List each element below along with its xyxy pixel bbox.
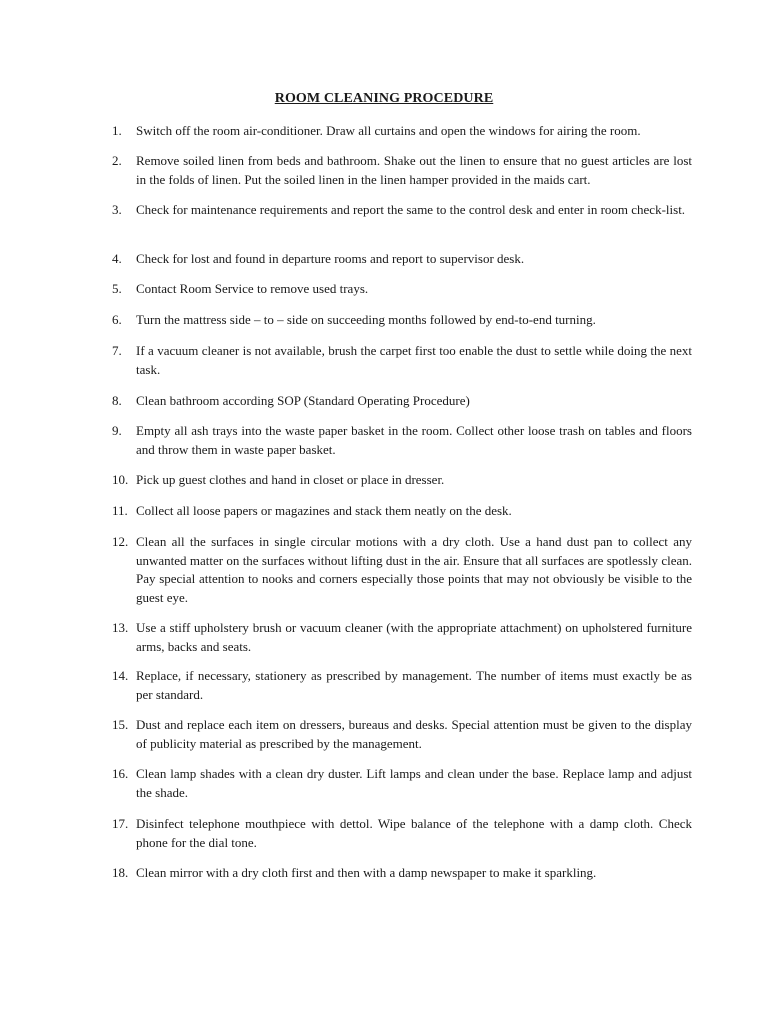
step-text: If a vacuum cleaner is not available, brush the carpet first too enable the dust to settle while doing the next task. [136, 343, 692, 377]
step-number: 11. [112, 503, 128, 518]
step-text: Remove soiled linen from beds and bathroom. Shake out the linen to ensure that no guest articles are lost in the folds of linen. Put the soiled linen in the linen hamper provided in the maids cart. [136, 153, 692, 187]
step-number: 13. [112, 620, 129, 635]
step-text: Check for lost and found in departure rooms and report to supervisor desk. [136, 251, 525, 266]
step-text: Clean all the surfaces in single circular motions with a dry cloth. Use a hand dust pan to collect any unwanted matter on the surfaces without lifting dust in the air. Ensure that all surfaces are spotlessly clean. Pay special attention to nooks and corners especially those points that may not obviously be visible to the guest eye. [136, 534, 692, 605]
step-number: 18. [112, 865, 129, 880]
step-text: Dust and replace each item on dressers, bureaus and desks. Special attention must be given to the display of publicity material as prescribed by the management. [136, 717, 692, 751]
step-text: Check for maintenance requirements and report the same to the control desk and enter in room check-list. [136, 202, 686, 217]
procedure-step [112, 471, 692, 490]
step-text: Contact Room Service to remove used trays. [136, 281, 369, 296]
step-number: 9. [112, 423, 122, 438]
step-number: 17. [112, 816, 129, 831]
step-number: 5. [112, 281, 122, 296]
procedure-step [112, 667, 692, 704]
procedure-step [112, 422, 692, 459]
step-text: Collect all loose papers or magazines and stack them neatly on the desk. [136, 503, 512, 518]
step-number: 12. [112, 534, 129, 549]
step-text: Clean lamp shades with a clean dry duster. Lift lamps and clean under the base. Replace lamp and adjust the shade. [136, 766, 692, 800]
procedure-step [112, 250, 692, 269]
procedure-step [112, 533, 692, 607]
step-number: 10. [112, 472, 129, 487]
step-number: 6. [112, 312, 122, 327]
procedure-step [112, 201, 692, 220]
step-number: 14. [112, 668, 129, 683]
document-title: ROOM CLEANING PROCEDURE [274, 91, 494, 106]
procedure-step [112, 815, 692, 852]
procedure-step [112, 392, 692, 411]
procedure-step [112, 122, 692, 141]
step-number: 16. [112, 766, 129, 781]
step-number: 15. [112, 717, 129, 732]
procedure-step [112, 765, 692, 802]
step-text: Empty all ash trays into the waste paper basket in the room. Collect other loose trash on tables and floors and throw them in waste paper basket. [136, 423, 692, 457]
step-number: 7. [112, 343, 122, 358]
step-number: 1. [112, 123, 122, 138]
step-number: 2. [112, 153, 122, 168]
procedure-step [112, 619, 692, 656]
procedure-step [112, 864, 692, 883]
step-text: Clean bathroom according SOP (Standard Operating Procedure) [136, 393, 470, 408]
step-number: 8. [112, 393, 122, 408]
procedure-step [112, 716, 692, 753]
step-text: Clean mirror with a dry cloth first and then with a damp newspaper to make it sparkling. [136, 865, 597, 880]
step-text: Replace, if necessary, stationery as prescribed by management. The number of items must exactly be as per standard. [136, 668, 692, 702]
procedure-step [112, 342, 692, 379]
step-text: Switch off the room air-conditioner. Draw all curtains and open the windows for airing the room. [136, 123, 641, 138]
procedure-step [112, 280, 692, 299]
step-text: Use a stiff upholstery brush or vacuum cleaner (with the appropriate attachment) on upholstered furniture arms, backs and seats. [136, 620, 692, 654]
step-text: Pick up guest clothes and hand in closet or place in dresser. [136, 472, 445, 487]
step-text: Turn the mattress side – to – side on succeeding months followed by end-to-end turning. [136, 312, 596, 327]
procedure-step [112, 502, 692, 521]
procedure-step [112, 152, 692, 189]
step-number: 3. [112, 202, 122, 217]
procedure-step [112, 311, 692, 330]
step-number: 4. [112, 251, 122, 266]
step-text: Disinfect telephone mouthpiece with dettol. Wipe balance of the telephone with a damp cloth. Check phone for the dial tone. [136, 816, 692, 850]
